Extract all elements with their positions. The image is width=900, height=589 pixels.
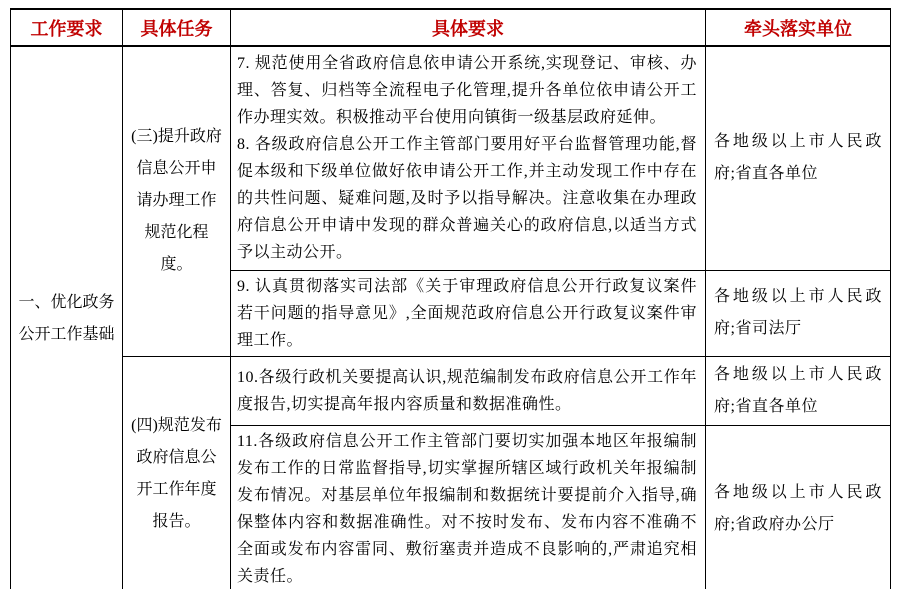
- header-row: [11, 9, 891, 46]
- header-specific-requirement: 具体要求: [231, 9, 706, 46]
- requirement-item-11: 11.各级政府信息公开工作主管部门要切实加强本地区年报编制发布工作的日常监督指导,切实掌握所辖区域行政机关年报编制发布情况。对基层单位年报编制和数据统计要提前介入指导,确保整体内容和数据准确性。对不按时发布、发布内容不准确不全面或发布内容雷同、敷衍塞责并造成不良影响的,严肃追究相关责任。: [237, 432, 697, 585]
- work-requirement-cell: 一、优化政务公开工作基础: [11, 46, 123, 589]
- requirement-cell-7-8: [231, 46, 706, 270]
- lead-unit-cell: 各地级以上市人民政府;省直各单位: [706, 46, 891, 270]
- lead-unit-cell: 各地级以上市人民政府;省司法厅: [706, 270, 891, 356]
- header-lead-unit: 牵头落实单位: [706, 9, 891, 46]
- table-row: [11, 46, 891, 270]
- work-requirements-table: [10, 8, 891, 589]
- task-cell-3: (三)提升政府信息公开申请办理工作规范化程度。: [123, 46, 231, 356]
- requirement-cell-9: [231, 270, 706, 356]
- lead-unit-cell: 各地级以上市人民政府;省政府办公厅: [706, 425, 891, 589]
- requirement-item-8: 8. 各级政府信息公开工作主管部门要用好平台监督管理功能,督促本级和下级单位做好依申请公开工作,并主动发现工作中存在的共性问题、疑难问题,及时予以指导解决。注意收集在办理政府信息公开申请中发现的群众普遍关心的政府信息,以适当方式予以主动公开。: [237, 136, 697, 262]
- task-cell-4: (四)规范发布政府信息公开工作年度报告。: [123, 356, 231, 589]
- header-work-requirement: 工作要求: [11, 9, 123, 46]
- header-specific-task: 具体任务: [123, 9, 231, 46]
- requirement-item-7: 7. 规范使用全省政府信息依申请公开系统,实现登记、审核、办理、答复、归档等全流程电子化管理,提升各单位依申请公开工作办理实效。积极推动平台使用向镇街一级基层政府延伸。: [237, 55, 697, 127]
- requirement-cell-10: [231, 356, 706, 425]
- requirement-item-10: 10.各级行政机关要提高认识,规范编制发布政府信息公开工作年度报告,切实提高年报内容质量和数据准确性。: [237, 368, 697, 413]
- requirement-cell-11: [231, 425, 706, 589]
- requirement-item-9: 9. 认真贯彻落实司法部《关于审理政府信息公开行政复议案件若干问题的指导意见》,全面规范政府信息公开行政复议案件审理工作。: [237, 277, 697, 349]
- table-row: [11, 356, 891, 425]
- lead-unit-cell: 各地级以上市人民政府;省直各单位: [706, 356, 891, 425]
